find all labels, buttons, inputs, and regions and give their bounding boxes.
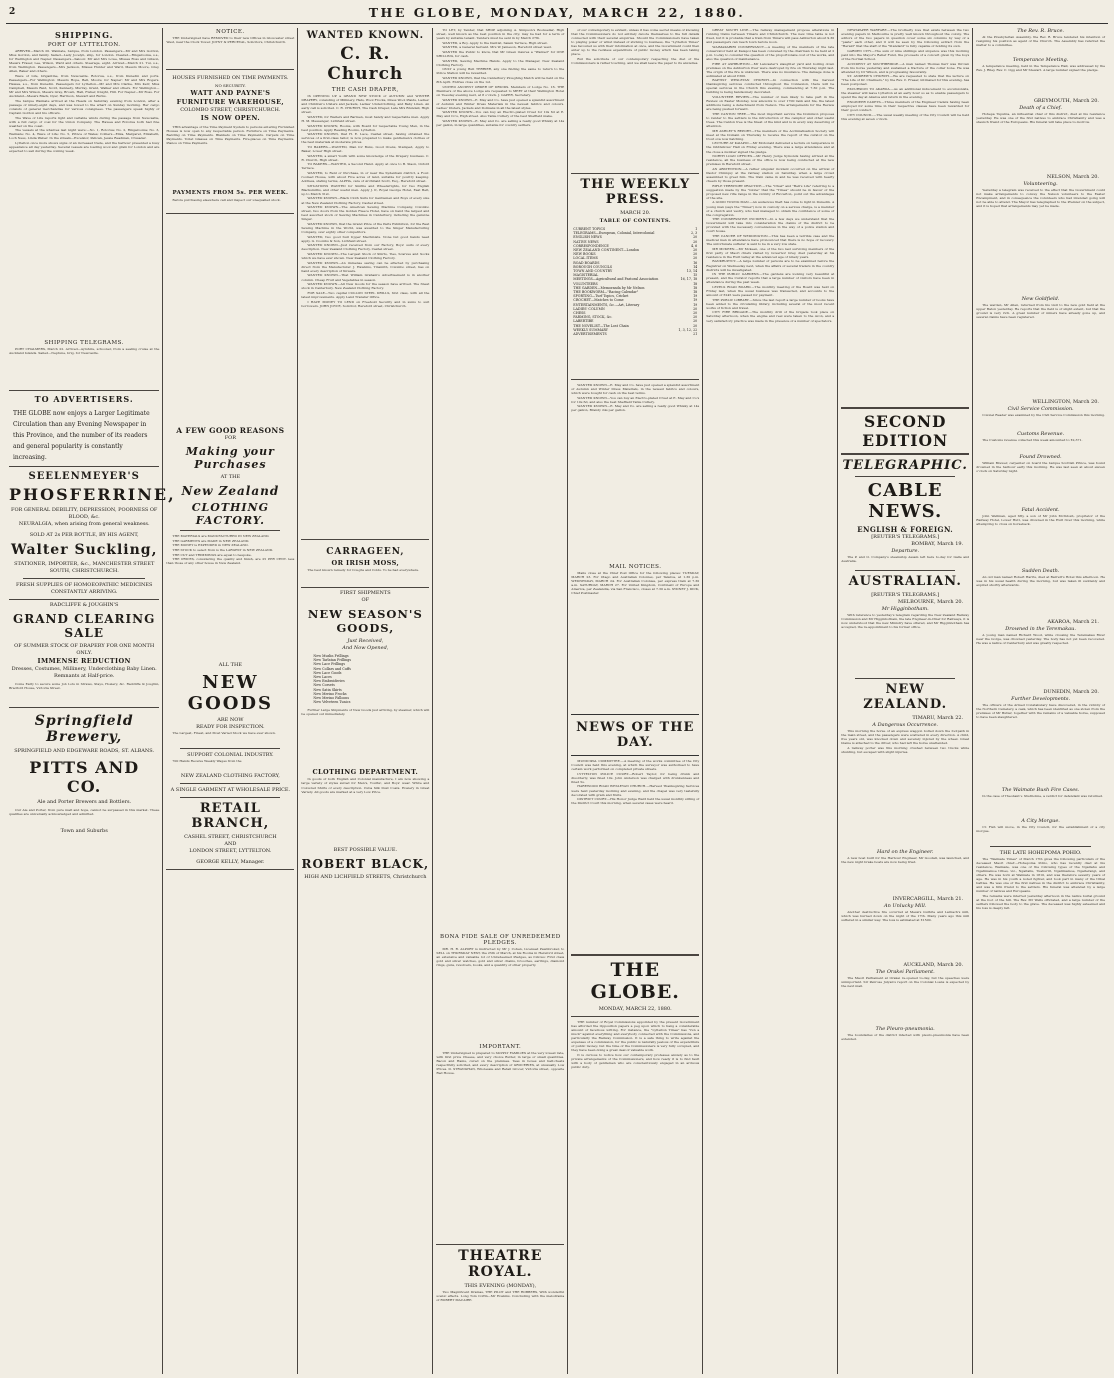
wanted-known-heading: WANTED KNOWN. [306, 30, 425, 41]
new-zealand-heading: NEW ZEALAND. [863, 682, 948, 712]
columns [6, 28, 1108, 1374]
column-6 [703, 28, 838, 1374]
newspaper-page [6, 4, 1108, 1374]
stock-list-item: New Corsets [313, 683, 335, 688]
globe-editorial-title: THE GLOBE. [590, 959, 680, 1003]
bona-fide-heading: BONA FIDE SALE OF UNREDEEMED PLEDGES. [439, 934, 561, 946]
advertisers-heading: TO ADVERTISERS. [34, 394, 134, 404]
weekly-press-title: THE WEEKLY PRESS. [580, 177, 691, 207]
news-of-day-text: MUNICIPAL COMMITTEE.—A meeting of the works committee of the City Council was held this evening, at which the surveyor was authorised to have certain work performed on completed private streets. LYTTELTON POLICE COURT.—Robert Taylor, for being drunk and disorderly, was fined 10s. John Anderson was charged with drunkenness and fined 5s. HAREWOOD ROAD WESLEYAN CHURCH.—Harvest Thanksgiving Services were held yesterday morning and evening, and the chapel was very tastefully decorated with grain and fruits. DISTRICT COURT.—His Honor Judge Ward held the usual monthly sitting of the District Court this morning, when several cases were heard. [571, 759, 700, 806]
column-5: of our contemporary is evident, unless it has come secret means of knowing that the Commissioners do not entirely devote themselves to the full details connected with their several enquiries. Should the Commissioners have taken to playing poker or whist instead of sticking to business, the "Lyttelton Times" has favoured us with their information at once, and the Government could then enter up to the reckless expenditure of public money which has been taking place. But the solicitude of our contemporary respecting the diet of the Commissioners is rather touching, and we shall leave the paper to its anxieties. THE WEEKLY PRESS. MARCH 20. TABLE OF CONTENTS. CURRENT TOPICS 1 TELEGRAMS—European, Colonial, Intercolonial 2, 3 ENGLISH NEWS 20 NATIVE NEWS 20 CORRESPONDENCE 4, 6 NEW ZEALAND CONTINENT—London 20 NEW BOOKS 20 LOCAL ITEMS 20 ROAD BOARDS 16 BOROUGH COUNCILS 14 TOWN AND COUNTRY 13, 14 MAGISTERIAL 15 MEETINGS—Agricultural and Pastoral Association 16, 17, 18 VOLUNTEERS 18 THE GARDEN—Memoranda by Mr Nelson 18 THE BOOKWORM—"Racing Calendar" 18 SPORTING—Turf Topics, Cricket 19 CROCHET—Matches to Come 19 ENTERTAINMENTS, &c.—Art, Literary 19 LADIES' COLUMN 20 CHESS 20 FARMING, STOCK, &c. 20 LABERTIBE 20 THE NOVELIST—The Lost Chain 20 WEEKLY SUMMARY 1, 3, 12, 22 ADVERTISEMENTS 21 WANTED KNOWN—E. May and Co. have just opened a splendid assortment of Autumn and Winter Dress Materials, in the newest fabrics and colours, which were bought for cash on the best terms. WANTED KNOWN—You can buy an Electro-plated Cruet at E. May and Co's for 10s 6d, and also the best Sheffield Table Cutlery. WANTED KNOWN—E. May and Co. are selling a really good Whisky at 14s per gallon, Brandy 24s per gallon. MAIL NOTICES. Mails close at the Chief Post Office for the following places: TUESDAY, MARCH 23. For Otago and Australian Colonies, per Taiaroa, at 1.30 p.m. WEDNESDAY, MARCH 24. For Australian Colonies, per express train at 7.30 a.m. SATURDAY, MARCH 27. For United Kingdom, Continent of Europe and America, per Zealandia, via San Francisco, closes at 7.30 a.m. SYDNEY J. DICK, Chief Postmaster. NEWS OF THE DAY. MUNICIPAL COMMITTEE.—A meeting of the works committee of the City Council was held this evening, at which the surveyor was authorised to have certain work performed on completed private streets. LYTTELTON POLICE COURT.—Robert Taylor, for being drunk and disorderly, was fined 10s. John Anderson was charged with drunkenness and fined 5s. HAREWOOD ROAD WESLEYAN CHURCH.—Harvest Thanksgiving Services were held yesterday morning and evening, and the chapel was very tastefully decorated with grain and fruits. DISTRICT COURT.—His Honor Judge Ward held the usual monthly sitting of the District Court this morning, when several cases were heard. THE GLOBE. MONDAY, MARCH 22, 1880. THE number of Royal Commissions appointed by the present Government has afforded the Opposition papers a peg upon which to hang a considerable amount of facetious writing. For instance, the "Lyttelton Times" has "run a muck" against everything and everybody connected with the Commissions, and particularly the Railway Commission. It is a safe thing to write against the expenses of a commission, for the public is naturally jealous of the expenditure of public money; but the time of the Commissioners is very fully occupied, and they have been doing a great deal of valuable work. It is curious to notice how our contemporary professes anxiety as to the private arrangements of the Commissioners, and how ready it is to find fault with a body of gentlemen who are conscientiously engaged in an arduous public duty. [568, 28, 703, 1374]
column-4: TO LET, by Tender, that SHOP adjoining A. Simpson's Bookseller, High street, well known as the best position in the city; may be had for a term of years by suitable tenant. Tenders must be sent in by March 27th. WANTED, a Boy. Apply to the Dentist, Salem Terrace, High street. WANTED, a General Servant. Mrs W. Jameson, Hereford street west. WANTED the Public to know, that Mr Green insures a "Wanted" for ONE SHILLING, for cash. WANTED, Sewing Machine Hands. Apply to the Manager, New Zealand Clothing Factory. ONLY a young Bull TERRIER, any one finding the same to return to the Police Station will be rewarded. WANTED KNOWN, that the Canterbury Ploughing Match will be held on the 8th April. Entries close on the 1st. UNITED ANCIENT ORDER OF DRUIDS. Members of Lodge No. 16. THE Members of the above Lodge are requested to MEET at their Wellington Hotel on Tuesday evening next, at 8 o'clock. J. GAPER, Secretary. WANTED KNOWN—E. May and Co. have just opened a splendid assortment of Autumn and Winter Dress Materials in the newest fabrics and colours. Ladies' Ulsters, Jackets and Dolmans in all the latest styles. WANTED KNOWN—You can buy an Electro-plated Cruet for 10s 6d at E. May and Co's, High street. Also Table Cutlery of the best Sheffield make. WANTED KNOWN—E. May and Co. are selling a really good Whisky at 14s per gallon, in large quantities, suitable for country settlers. BONA FIDE SALE OF UNREDEEMED PLEDGES. MR. H. R. ALPORT is instructed by Mr J. Cohen, Licensed Pawnbroker, to SELL on THURSDAY NEXT, the 25th of March, at his Rooms in Hereford street, an extensive and valuable lot of Unredeemed Pledges, as follows: First class gold and silver watches, gold and silver chains, brooches, earrings, diamond rings, guns, revolvers, books, and a quantity of other property. IMPORTANT. THE Undersigned is prepared to SUPPLY FAMILIES at the very lowest rate, with first price Cheese, and very choice Butter, in large or small quantities. Bacon and Hams, cured on the premises. Teas in boxes and half-chests respectfully solicited, and every description of GROCERIES, at unusually Low Prices. D. STRANGHAN, Wholesale and Retail Grocer, Victoria street, opposite Red House. THEATRE ROYAL. THIS EVENING (MONDAY), Two Magnificent Dramas, THE PILOT and THE ROBBERS, With wonderful scenic effects. Long Tom Coffin—Mr Hoskins. Concluding with the melodrama of ROBERT MACAIRE. [433, 28, 568, 1374]
watt-payne-ad: HOUSES FURNISHED ON TIME PAYMENTS. NO SECURITY. WATT AND PAYNE'S FURNITURE WAREHOUSE, COLOMBO STREET, CHRISTCHURCH. IS NOW OPEN. THIS advantage of the Time Payment System to persons entering Furnished Houses is now open to any respectable person. Furniture on Time Payments. Bedding on Time Payments. Blankets on Time Payments. Carpets on Time Payments. Toilet Glasses on Time Payments. Fire-places on Time Payments. Pianos on Time Payments. PAYMENTS FROM 5s. PER WEEK. Before purchasing elsewhere call and inspect our unequalled stock. [166, 73, 294, 214]
column-2 [163, 28, 298, 1374]
notice-heading: NOTICE. [216, 29, 245, 35]
classified-ads-text: TO LET, by Tender, that SHOP adjoining A. Simpson's Bookseller, High street, well known as the best position in the city; may be had for a term of years by suitable tenant. Tenders must be sent in by March 27th. WANTED, a Boy. Apply to the Dentist, Salem Terrace, High street. WANTED, a General Servant. Mrs W. Jameson, Hereford street west. WANTED the Public to know, that Mr Green insures a "Wanted" for ONE SHILLING, for cash. WANTED, Sewing Machine Hands. Apply to the Manager, New Zealand Clothing Factory. ONLY a young Bull TERRIER, any one finding the same to return to the Police Station will be rewarded. WANTED KNOWN, that the Canterbury Ploughing Match will be held on the 8th April. Entries close on the 1st. UNITED ANCIENT ORDER OF DRUIDS. Members of Lodge No. 16. THE Members of the above Lodge are requested to MEET at their Wellington Hotel on Tuesday evening next, at 8 o'clock. J. GAPER, Secretary. WANTED KNOWN—E. May and Co. have just opened a splendid assortment of Autumn and Winter Dress Materials in the newest fabrics and colours. Ladies' Ulsters, Jackets and Dolmans in all the latest styles. WANTED KNOWN—You can buy an Electro-plated Cruet for 10s 6d at E. May and Co's, High street. Also Table Cutlery of the best Sheffield make. WANTED KNOWN—E. May and Co. are selling a really good Whisky at 14s per gallon, in large quantities, suitable for country settlers. [436, 28, 565, 127]
stock-list-item: New Lace Frillings [313, 662, 346, 667]
phosferrine-ad: SEELENMEYER'S PHOSFERRINE, FOR GENERAL DEBILITY, DEPRESSION, POORNESS OF BLOOD, &c. NEURALGIA, when arising from general weakness. SOLD AT 2s PER BOTTLE, BY HIS AGENT, Walter Suckling, STATIONER, IMPORTER, &c., MANCHESTER STREET SOUTH, CHRISTCHURCH. FRESH SUPPLIES OF HOMOEOPATHIC MEDICINES CONSTANTLY ARRIVING. [9, 467, 159, 600]
second-edition-heading: SECOND EDITION [862, 412, 949, 450]
masthead-title: THE GLOBE, MONDAY, MARCH 22, 1880. [368, 5, 746, 20]
column-1 [6, 28, 176, 1374]
mail-notices-heading: MAIL NOTICES. [609, 564, 662, 570]
stock-list-item: New Muslin Frillings [313, 654, 349, 658]
stock-list-item: New Merino Frocks [313, 691, 347, 696]
contents-table: CURRENT TOPICS 1 TELEGRAMS—European, Colonial, Intercolonial 2, 3 ENGLISH NEWS 20 NATIVE NEWS 20 CORRESPONDENCE 4, 6 NEW ZEALAND CONTINENT—London 20 NEW BOOKS 20 LOCAL ITEMS 20 ROAD BOARDS 16 BOROUGH COUNCILS 14 TOWN AND COUNTRY 13, 14 MAGISTERIAL 15 MEETINGS—Agricultural and Pastoral Association 16, 17, 18 VOLUNTEERS 18 THE GARDEN—Memoranda by Mr Nelson 18 THE BOOKWORM—"Racing Calendar" 18 SPORTING—Turf Topics, Cricket 19 CROCHET—Matches to Come 19 ENTERTAINMENTS, &c.—Art, Literary 19 LADIES' COLUMN 20 CHESS 20 FARMING, STOCK, &c. 20 LABERTIBE 20 THE NOVELIST—The Lost Chain 20 WEEKLY SUMMARY 1, 3, 12, 22 ADVERTISEMENTS 21 [573, 227, 698, 337]
column-7: NEWSPAPER WARFARE.—The brotherly love that exists between the two evening papers in Melbourne is pretty well known throughout the colony. The editors of the two papers in question cover some six columns by way of a "paste" each other, and it will be seen by the following extract from the "Herald" that the staff of the "Standard" is fully capable of holding its own. GARDEN CITY.—The sum of nine shillings and sixpence was this morning paid into the Mayor's Relief Fund, the proceeds of a concert given by the boys of the Normal School. ACCIDENT AT SOUTHBRIDGE.—A man named Thomas Kerr was thrown from his horse yesterday and sustained a fracture of the collar bone. He was attended by Dr Wilson, and is progressing favourably. ST. ANDREW'S CHURCH.—We are requested to state that the lecture on "The Life of Dr. Chalmers," by the Rev. C. Fraser, intimated for this evening, has been postponed. EXCURSION TO AKAROA.—As an additional inducement to excursionists, the steamer will leave Lyttelton at an early hour so as to enable passengers to spend the day at Akaroa and return in the evening. ENGINEER CADETS.—Three members of the Engineer Cadets having been employed for some time in their respective classes have been rewarded for their good conduct. CITY COUNCIL.—The usual weekly meeting of the City Council will be held this evening at seven o'clock. SECOND EDITION TELEGRAPHIC. CABLE NEWS. ENGLISH & FOREIGN. [REUTER'S TELEGRAMS.] BOMBAY, March 19. Departure. The P. and O. Company's steamship Assam left here to-day for Galle and Australia. AUSTRALIAN. [REUTER'S TELEGRAMS.] MELBOURNE, March 20. Mr Higginbotham. With reference to yesterday's telegram regarding the New Zealand Railway Commission and Mr Higginbotham, the late Engineer-in-Chief for Railways, it is now understood that the new Ministry have offered, and Mr Higginbotham has accepted, the re-appointment to his former office. NEW ZEALAND. TIMARU, March 22. A Dangerous Occurrence. This morning the horse of an express waggon bolted down the footpath in the main street, and the passengers were scattered in every direction. A child, five years old, was knocked down and severely injured by the wheel. Great blame is attached to the driver, who had left the horse unattended. A railway porter was this morning crushed between two trucks while shunting, but escaped with slight injuries. Hard on the Engineer. A new boat built for the Harbour Engineer, Mr Goodall, was launched, and the new night brake boats are now being tried. INVERCARGILL, March 21. An Unlucky Mill. Another destructive fire occurred at Messrs Guthrie and Larnach's mill, which was burned down on the night of the 17th. Many years ago this mill suffered in a similar way. The loss is estimated at £1500. AUCKLAND, March 20. The Orakei Parliament. The Maori Parliament at Orakei re-opened to-day, but the speeches were unimportant. Sir Penrose Julyan's report on the Colonial Loans is expected by the next mail. The Pleuro-pneumonia. The boundaries of the district infected with pleuro-pneumonia have been extended. [838, 28, 973, 1374]
shipping-arrivals-text: ARRIVED—March 20. Waimate, barque, from London. Passengers—Mr and Mrs Gordon, Miss Gordon, and family. Sailed—Lady Jocelyn, ship, for London. Cleared—Ringarooma, s.s., for Wellington and Napier. Passengers—Saloon: Mr and Mrs Lowe, Misses Ross and Gibson, Messrs Fraser, Lee, Wilson, Ward and others. Steerage, eight. Arrived—March 21. Tui, s.s., from Wellington. Passengers—Mrs Jackson, Misses Hunter and Ward, Messrs Moore, Grey, Allen, Baker and others. Wave of Life, brigantine, from Newcastle. Rotorua, s.s., from Dunedin and ports. Passengers—For Wellington: Messrs Hope, Bell, Moore; for Napier: Mr and Mrs Rogers. Hawea, s.s., from Dunedin. Passengers for Lyttelton—Mr and Mrs Clarke, Mrs Kerr, Miss Campbell, Messrs Reid, Scott, Kennedy, Murray, Grant, Walker and others. For Wellington—Mr and Mrs Wilson, Messrs Gray, Brown, Hall, Fisher, Knight, Hill. For Napier—Mr Ross. For Auckland—Messrs Black, Dyer, Harrison, Stewart and Burns. The barque Waimate arrived at the Heads on Saturday evening from London, after a passage of ninety-eight days, and was towed to the wharf on Sunday morning. Her cargo consists of general merchandise for various consignees. The passengers speak highly of Captain Gordon and his officers. The Wave of Life reports light and variable winds during the passage from Newcastle, with a full cargo of coal for the Union Company. The Hawea and Rotorua both had fine weather on the coast. The vessels at the wharves last night were:—No. 1, Rotorua; No. 2, Ringarooma; No. 3, Waimate; No. 4, Wave of Life; No. 5, Prince of Wales; Colliers—Eliza, Margaret, Elizabeth, Loch Ness, Linda Weber. In the stream—Excelsior, Pelican, Jessie Readman, Crusader. Lyttelton once more shows signs of an increased trade, and the harbour presented a busy appearance all day yesterday. Several vessels are loading wool and grain for London and are expected to sail during the coming week. [9, 49, 160, 154]
stock-list-item: New Lace Goods [313, 670, 342, 675]
bona-fide-text: MR. H. R. ALPORT is instructed by Mr J. Cohen, Licensed Pawnbroker, to SELL on THURSDAY NEXT, the 25th of March, at his Rooms in Hereford street, an extensive and valuable lot of Unredeemed Pledges, as follows: First class gold and silver watches, gold and silver chains, brooches, earrings, diamond rings, guns, revolvers, books, and a quantity of other property. [436, 947, 565, 968]
globe-circulation-ad: THE GLOBE now enjoys a Larger Legitimate Circulation than any Evening Newspaper in this Province, and the number of its readers and general popularity is constantly increasing. [9, 406, 159, 467]
stock-list-item: New Embroideries [313, 679, 345, 684]
newspaper-warfare-text: NEWSPAPER WARFARE.—The brotherly love that exists between the two evening papers in Melbourne is pretty well known throughout the colony. The editors of the two papers in question cover some six columns by way of a "paste" each other, and it will be seen by the following extract from the "Herald" that the staff of the "Standard" is fully capable of holding its own. GARDEN CITY.—The sum of nine shillings and sixpence was this morning paid into the Mayor's Relief Fund, the proceeds of a concert given by the boys of the Normal School. ACCIDENT AT SOUTHBRIDGE.—A man named Thomas Kerr was thrown from his horse yesterday and sustained a fracture of the collar bone. He was attended by Dr Wilson, and is progressing favourably. ST. ANDREW'S CHURCH.—We are requested to state that the lecture on "The Life of Dr. Chalmers," by the Rev. C. Fraser, intimated for this evening, has been postponed. EXCURSION TO AKAROA.—As an additional inducement to excursionists, the steamer will leave Lyttelton at an early hour so as to enable passengers to spend the day at Akaroa and return in the evening. ENGINEER CADETS.—Three members of the Engineer Cadets having been employed for some time in their respective classes have been rewarded for their good conduct. CITY COUNCIL.—The usual weekly meeting of the City Council will be held this evening at seven o'clock. [841, 28, 970, 121]
shipping-heading: SHIPPING. [54, 30, 114, 40]
springfield-brewery-ad: Springfield Brewery, SPRINGFIELD AND EDGEWARE ROADS, ST. ALBANS. PITTS AND CO. Ale and Porter Brewers and Bottlers. Our Ale and Porter, from pure malt and hops, cannot be surpassed in this market. These qualities are universally acknowledged and admitted. Town and Suburbs [9, 713, 160, 834]
stock-list-item: New Collars and Cuffs [313, 666, 351, 671]
important-text: THE Undersigned is prepared to SUPPLY FAMILIES at the very lowest rate, with first price Cheese, and very choice Butter, in large or small quantities. Bacon and Hams, cured on the premises. Teas in boxes and half-chests respectfully solicited, and every description of GROCERIES, at unusually Low Prices. D. STRANGHAN, Wholesale and Retail Grocer, Victoria street, opposite Red House. [436, 1051, 565, 1076]
telegrams-heading: SHIPPING TELEGRAMS. [44, 340, 124, 346]
theatre-royal-heading: THEATRE ROYAL. [458, 1248, 543, 1280]
stock-list-item: New Tarlatan Frillings [313, 658, 352, 663]
stock-list-item: New Laces [313, 675, 332, 680]
carrageen-ad: CARRAGEEN, OR IRISH MOSS, The best known remedy for Coughs and Colds. To be had everywhere. [301, 543, 429, 588]
wanted-known-ads: IS OPENING UP a GRAND NEW STOCK of AUTUMN and WINTER DRAPERY, consisting of Millinery, Hats, Wool Frocks, Dress Wool Plaids, Ladies' and Children's Ulsters and Jackets, Ladies' Underclothing, and Baby Linen. An early call is solicited. C. R. CHURCH, The Cash Draper, Late Mrs Blundell, High street. WANTED, for Waiters and Barmen, most handy and respectable men. Apply H. M. Messenger, Lichfield street. WANTED KNOWN, Rooms, with Board for respectable Young Men, in the best position. Apply Reading Rooms, Lyttelton. WANTED KNOWN, that H. E. Lace, Cashel street, having obtained the services of a first-class tailor, is now prepared to make gentlemen's clothes of the best materials at moderate prices. TO BAKERS.—WANTED, Man for Buns, Good Ovens, Stamped, Apply to Baker, Lower High street. WANTED, a smart Youth with some knowledge of the Drapery business. C. R. Church, High street. TO BAKERS.—WANTED, a Second Hand. Apply at once to B. Slaon, Oxford Terrace. WANTED, to Rent or Purchase, in or near the Sydenham district, a Four-roomed House, with about Five acres of land, suitable for poultry keeping. Address, stating terms, ALPHA, care of Archibald Scott, Esq., Hereford street. SITUATIONS WANTED for Smiths and Wheelwrights, for two English Blacksmiths, and other useful men. Apply J. P., Royal George Hotel, East Belt, up to March 31st. WANTED KNOWN—Black Cloth Suits for Gentlemen and Boys of every size at the New Zealand Clothing Factory, Cashel street. WANTED KNOWN—The American Sewing Machine Company, Colombo street, two doors from the Golden Fleece Hotel, have on hand the largest and best assorted stock of Sewing Machines in Canterbury, including the genuine Singer. WANTED KNOWN, that the Grand Prize of the Paris Exhibition, for the Best Sewing Machine in the World, was awarded to the Singer Manufacturing Company, over eighty other competitors. WANTED, two good Suit Upper Machinists. None but good hands need apply. G. Coombs & Son, Lichfield street. WANTED KNOWN—Just received from our Factory, Boys' suits of every description. New Zealand Clothing Factory, Cashel street. WANTED KNOWN—The Largest Stock of Shirts, Ties, Scarves and Socks which we have ever shown. New Zealand Clothing Factory. WANTED KNOWN—An immense saving can be effected by purchasing direct from the Manufacturer. J. Hawkins, Tinsmith, Colombo street, has on hand every description of tinware. WANTED KNOWN—That William Graham's Advertisement is in another column. Cheap Fruit and Vegetables in season. WANTED KNOWN—All New Goods for the season have arrived. The finest stock in Canterbury. New Zealand Clothing Factory. FOR SALE—Two capital COLLON STEEL DRILLS, first class, with all the latest improvements. Apply Land Transfer Office. I HAVE MONEY TO LEND on Freehold Security and in sums to suit borrowers. JOHN JOYCE, Solicitor, Hereford street, Christchurch. [301, 94, 430, 308]
notice-text: THE Undersigned have REMOVED to their new Offices in Gloucester street West, near the Clock Tower. JOYNT & PERCEVAL, Solicitors, Christchurch. [166, 36, 295, 45]
column-8: The Rev. R. Bruce. At the Presbyterian Assembly, the Rev. R. Bruce tendered his intention of resigning his position as agent of the Church. The Assembly has referred the matter to a committee. Temperance Meeting. A temperance meeting, held in the Temperance Hall, was addressed by the Rev. J. Riley, Rev. C. Ogg and Mr Stewart. A large number signed the pledge. GREYMOUTH, March 20. Death of a Chief. Hohepa Tupuhia, an influential chief of this district, died at his residence yesterday. He was one of the first natives to embrace Christianity and was a staunch friend of the Europeans. His funeral will take place to-morrow. NELSON, March 20. Volunteering. Yesterday a telegram was received to the effect that the Government could not make arrangements to convey the Nelson volunteers to the Easter Encampment, and in consequence the volunteers who had intended going will not be able to attend. The Mayor has telegraphed to the Premier on the subject, and it is hoped that arrangements may yet be made. New Goldfield. The warden, Mr Allen, returned from his visit to the new gold field at the upper Baton yesterday. He reports that the field is of slight extent, but that the ground is very rich. A great number of miners have already gone up, and several claims have been registered. WELLINGTON, March 20. Civil Service Commission. Colonel Reader was examined by the Civil Service Commission this morning. Customs Revenue. The Customs revenue collected this week amounted to £2,371. Found Drowned. William Brewer, carpenter on board the barque Scottish Prince, was found drowned in the harbour early this morning. He was last seen at about eleven o'clock on Saturday night. Fatal Accident. John Wellman, aged fifty, a son of Mr John McIntosh, proprietor of the Railway Hotel, Lower Hutt, was drowned in the Hutt river this morning, while attempting to cross on horseback. Sudden Death. An old man named Robert Harris, died at Barrett's Hotel this afternoon. He was in his usual health during the morning, but was taken ill suddenly and expired shortly afterwards. AKAROA, March 21. Drowned in the Teremakau. A young man named Richard Wood, while crossing the Teremakau River near the Gorge, was drowned yesterday. The body has not yet been recovered. He was a native of Canterbury and was greatly respected. DUNEDIN, March 20. Further Developments. The officers of the Armed Constabulary have discovered, in the vicinity of the Northern Cemetery, a cask, which has been identified as one stolen from the premises of Mr Butler, together with the remains of a valuable horse, supposed to have been slaughtered. The Waimate Bush Fire Cases. In the case of Theobald v. Studholme, a verdict for defendant was returned. A City Morgue. Cr. Fish will move, in the City Council, for the establishment of a city morgue. THE LATE HOHEPOMA POHIO. The "Waimate Times" of March 17th gives the following particulars of the deceased Maori chief:—Hohepoma Pohio, who has recently died at his residence, Waimate, was one of the following types of the Ngaitahu and Ngatimamoe tribes, viz., Ngaitahu, Tuahuriri, Ngatimamoe, Ngaiterangi, and others. He was born at Waimate in 1810, and was therefore seventy years of age. He was in his youth a noted fighter, and took part in many of the tribal battles. He was one of the first natives in the district to embrace Christianity, and was a firm friend to the settlers. His funeral was attended by a large number of natives and Europeans. The remains were interred yesterday afternoon in the native burial ground at the foot of the hill. The Rev. Mr Wells officiated, and a large number of the settlers followed the body to the grave. The deceased was highly esteemed and his loss is deeply felt. [976, 28, 1106, 911]
australian-heading: AUSTRALIAN. [848, 574, 962, 589]
stock-list-item: New Merino Falloons [313, 696, 350, 701]
cr-church-name: C. R. Church [327, 44, 404, 84]
column-3: WANTED KNOWN. C. R. Church THE CASH DRAPER, IS OPENING UP a GRAND NEW STOCK of AUTUMN and WINTER DRAPERY, consisting of Millinery, Hats, Wool Frocks, Dress Wool Plaids, Ladies' and Children's Ulsters and Jackets, Ladies' Underclothing, and Baby Linen. An early call is solicited. C. R. CHURCH, The Cash Draper, Late Mrs Blundell, High street. WANTED, for Waiters and Barmen, most handy and respectable men. Apply H. M. Messenger, Lichfield street. WANTED KNOWN, Rooms, with Board for respectable Young Men, in the best position. Apply Reading Rooms, Lyttelton. WANTED KNOWN, that H. E. Lace, Cashel street, having obtained the services of a first-class tailor, is now prepared to make gentlemen's clothes of the best materials at moderate prices. TO BAKERS.—WANTED, Man for Buns, Good Ovens, Stamped, Apply to Baker, Lower High street. WANTED, a smart Youth with some knowledge of the Drapery business. C. R. Church, High street. TO BAKERS.—WANTED, a Second Hand. Apply at once to B. Slaon, Oxford Terrace. WANTED, to Rent or Purchase, in or near the Sydenham district, a Four-roomed House, with about Five acres of land, suitable for poultry keeping. Address, stating terms, ALPHA, care of Archibald Scott, Esq., Hereford street. SITUATIONS WANTED for Smiths and Wheelwrights, for two English Blacksmiths, and other useful men. Apply J. P., Royal George Hotel, East Belt, up to March 31st. WANTED KNOWN—Black Cloth Suits for Gentlemen and Boys of every size at the New Zealand Clothing Factory, Cashel street. WANTED KNOWN—The American Sewing Machine Company, Colombo street, two doors from the Golden Fleece Hotel, have on hand the largest and best assorted stock of Sewing Machines in Canterbury, including the genuine Singer. WANTED KNOWN, that the Grand Prize of the Paris Exhibition, for the Best Sewing Machine in the World, was awarded to the Singer Manufacturing Company, over eighty other competitors. WANTED, two good Suit Upper Machinists. None but good hands need apply. G. Coombs & Son, Lichfield street. WANTED KNOWN—Just received from our Factory, Boys' suits of every description. New Zealand Clothing Factory, Cashel street. WANTED KNOWN—The Largest Stock of Shirts, Ties, Scarves and Socks which we have ever shown. New Zealand Clothing Factory. WANTED KNOWN—An immense saving can be effected by purchasing direct from the Manufacturer. J. Hawkins, Tinsmith, Colombo street, has on hand every description of tinware. WANTED KNOWN—That William Graham's Advertisement is in another column. Cheap Fruit and Vegetables in season. WANTED KNOWN—All New Goods for the season have arrived. The finest stock in Canterbury. New Zealand Clothing Factory. FOR SALE—Two capital COLLON STEEL DRILLS, first class, with all the latest improvements. Apply Land Transfer Office. I HAVE MONEY TO LEND on Freehold Security and in sums to suit borrowers. JOHN JOYCE, Solicitor, Hereford street, Christchurch. CARRAGEEN, OR IRISH MOSS, The best known remedy for Coughs and Colds. To be had everywhere. FIRST SHIPMENTS OF NEW SEASON'S GOODS, Just Received, And Now Opened, New Muslin Frillings New Tarlatan Frillings New Lace Frillings New Collars and Cuffs New Lace Goods New Laces New Embroideries New Corsets New Satin Skirts New Merino Frocks New Merino Falloons New Velveteen Tunics Further Large Shipments of New Goods just arriving, by steamer, which will be opened out immediately. CLOTHING DEPARTMENT. In goods of both English and Colonial manufacture, I am now showing a large variety of styles suited for Men's, Youths', and Boys' wear. White and Coloured Shirts of every description. Cuba Silk Dust Coats. Hosiery in Great Variety. All goods are marked at a very Low Price. BEST POSSIBLE VALUE. ROBERT BLACK, HIGH AND LICHFIELD STREETS, Christchurch [298, 28, 433, 1374]
new-seasons-goods-ad: FIRST SHIPMENTS OF NEW SEASON'S GOODS, Just Received, And Now Opened, New Muslin Frillings New Tarlatan Frillings New Lace Frillings New Collars and Cuffs New Lace Goods New Laces New Embroideries New Corsets New Satin Skirts New Merino Frocks New Merino Falloons New Velveteen Tunics Further Large Shipments of New Goods just arriving, by steamer, which will be opened out immediately. CLOTHING DEPARTMENT. In goods of both English and Colonial manufacture, I am now showing a large variety of styles suited for Men's, Youths', and Boys' wear. White and Coloured Shirts of every description. Cuba Silk Dust Coats. Hosiery in Great Variety. All goods are marked at a very Low Price. BEST POSSIBLE VALUE. ROBERT BLACK, HIGH AND LICHFIELD STREETS, Christchurch [301, 590, 430, 881]
editorial-text: THE number of Royal Commissions appointed by the present Government has afforded the Opposition papers a peg upon which to hang a considerable amount of facetious writing. For instance, the "Lyttelton Times" has "run a muck" against everything and everybody connected with the Commissions, and particularly the Railway Commission. It is a safe thing to write against the expenses of a commission, for the public is naturally jealous of the expenditure of public money; but the time of the Commissioners is very fully occupied, and they have been doing a great deal of valuable work. It is curious to notice how our contemporary professes anxiety as to the private arrangements of the Commissioners, and how ready it is to find fault with a body of gentlemen who are conscientiously engaged in an arduous public duty. [571, 1020, 700, 1070]
page-number: 2 [9, 7, 16, 17]
stock-list [301, 652, 429, 706]
cable-news-heading: CABLE NEWS. [867, 480, 943, 522]
news-of-day-heading: NEWS OF THE DAY. [576, 720, 695, 750]
important-heading: IMPORTANT. [479, 1044, 522, 1050]
clothing-factory-ad: A FEW GOOD REASONS FOR Making your Purchases AT THE New Zealand CLOTHING FACTORY. THE MATERIALS are MANUFACTURED IN NEW ZEALAND. THE GARMENTS are MADE in NEW ZEALAND. THE MONEY is EXPENDED in NEW ZEALAND. THE STOCK to select from is the LARGEST in NEW ZEALAND. THE CUT and TRIMMINGS are equal to bespoke. THE PRICES, considering the quality and finish, are 25 PER CENT. less than those of any other house in New Zealand. ALL THE NEW GOODS ARE NOW READY FOR INSPECTION. The Largest, Finest, and Most Varied Stock we have ever shown. SUPPORT COLONIAL INDUSTRY. 700 Hands Receive Weekly Wages from the NEW ZEALAND CLOTHING FACTORY, A SINGLE GARMENT AT WHOLESALE PRICE. RETAIL BRANCH, CASHEL STREET, CHRISTCHURCH AND LONDON STREET, LYTTELTON. GEORGE KELLY, Manager. [166, 424, 294, 870]
local-news-text: GREAT SOUTH LINE.—The railway management propose alterations in running trains between Timaru and Christchurch. The new time table is not fixed, but it is probable that a train from Timaru will pass Ashburton about 9.30 and passengers can reach town before noon. WAIMAKARIRI CONSERVANCY.—A meeting of the members of the late conservator held at Kaiapoi has been convened by the chairman to be held at 2 p.m. to-day to consider the question of the proportionate cost of the works, and also the question of maintenance. FIRE AT ASHBURTON.—Mr Lancaster's slaughter yard and boiling down premises on the Ashburton river were destroyed by fire on Thursday night last. The origin of the fire is unknown. There was no insurance. The damage done is estimated at about £300. BAPTIST WESLEYAN CHURCH.—In connection with the harvest thanksgiving services conducted throughout the Connexion, there will be special services in the Church this evening, commencing at 7.30 p.m. The building is being handsomely decorated. VOLUNTEER REVIEW.—The number of men likely to take part in the Review on Easter Monday, now amounts to over 1700 rank and file, the latest additions being a detachment from Nelson. The arrangements for the Review are being pushed forward. THE CANTON TREE.—The most important service the Dominion proposes to render to the settlers is the introduction of the camphor and other useful trees. The Canton tree is the finest of the kind and is in every way deserving of attention. MR ASHLEY'S REPORT.—The members of the Acclimatisation Society will meet at the Domain on Thursday to receive the report of the curator on the trout ova now hatching. LECTURE AT KAIAPOI.—Mr Mcdonald delivered a lecture on temperance in the Oddfellows' Hall on Friday evening. There was a large attendance and at the close a number signed the pledge. NORTH LOAN OFFICES.—Mr Henry Judge Symonds having arrived at the residence, all the business of the office is now being conducted at the new premises in Hereford street. AN ABSTENTION.—A rather singular incident occurred on the arrival of Pastor Chiniquy at the railway station on Saturday, when a large crowd assembled to greet him. The train came in and he was received with hearty cheers by those present. RIFLE TERRITORY PRACTICE.—The "Chief" and "Bell's Life" referring to a suggestion made by the "Globe" that the "Times" should be in favour of the proposed new rifle range in the vicinity of Riccarton, point out the advantages of the site. A GOOD YOUNG MAN.—An audacious theft has come to light in Dunedin. A young man (says the "Times") now in custody on a serious charge, is a member of a church and vestry, who had managed to obtain the confidence of some of the congregation. THE CONSERVATIVE INCIDENT.—In a few days we understand that the Government will take into consideration the claims of the district to be provided with the necessary conveniences in the way of a police station and court house. THE CANCER OF WEDDINGTON.—This has been a terrible case and the medical men in attendance have pronounced that there is no hope of recovery. The unfortunate sufferer is said to be in a very low state. MR MCKEEN.—Mr Mckeen, one of the two last surviving members of the first party of Maori chiefs visited by Governor Grey, died yesterday at his residence in the Hutt valley at the advanced age of ninety years. BANKRUPTCY.—A large number of persons are to be examined before the Registrar on Wednesday next, when the affairs of several traders in the country districts will be investigated. IN THE PUBLIC GARDENS.—The gardens are looking very beautiful at present, and the Curator reports that a large number of visitors have been in attendance during the past week. LEVELS ROAD BOARD.—The monthly meeting of the Board was held on Friday last, when the usual business was transacted, and accounts to the amount of £245 were passed for payment. THE PUBLIC LIBRARY.—Since the last report a large number of books have been added to the circulating library, including several of the most recent works of fiction and travel. CITY FIRE BRIGADE.—The monthly drill of the brigade took place on Saturday afternoon, when the engine and reel were taken to the Avon, and a very satisfactory practice was made in the presence of a number of spectators. [706, 28, 835, 323]
radcliffe-joughin-ad: RADCLIFFE & JOUGHIN'S GRAND CLEARING SALE OF SUMMER STOCK OF DRAPERY FOR ONE MONTH ONLY. IMMENSE REDUCTION Dresses, Costumes, Millinery, Underclothing Baby Linen. Remnants at Half-price. Come Early to secure some Job Lots in Straws, Stays, Hosiery, &c. Radcliffe & Joughin, Bradford House, Victoria Street. [9, 600, 159, 708]
stock-list-item: New Satin Skirts [313, 687, 342, 692]
masthead [6, 4, 1108, 24]
stock-list-item: New Velveteen Tunics [313, 700, 351, 705]
port-heading: PORT OF LYTTELTON. [47, 42, 121, 48]
shipping-telegrams-text: PORT CHALMERS, March 22. Arrived—Ayrshire, schooner, from a sealing cruise at the Auckland Islands. Sailed—Neptune, brig, for Newcastle. [9, 347, 160, 356]
